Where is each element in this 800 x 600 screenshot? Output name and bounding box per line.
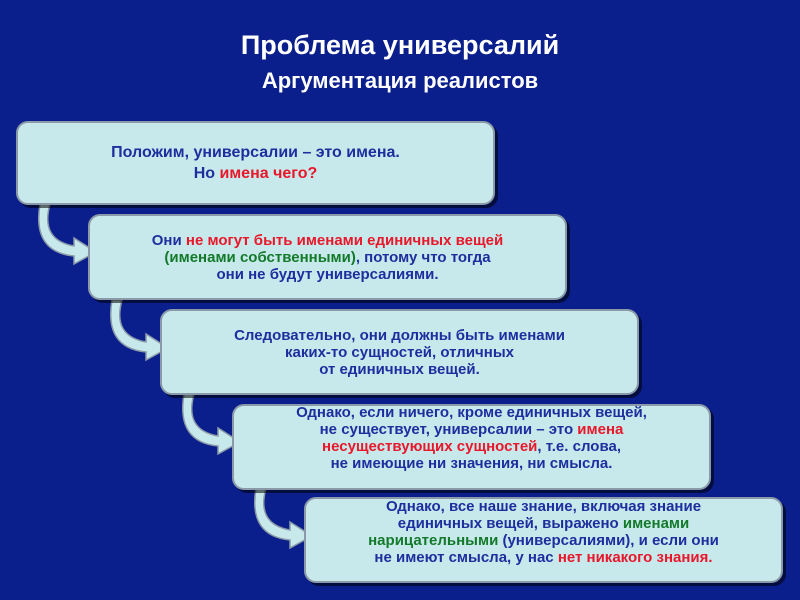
box3-line3: от единичных вещей. (319, 360, 480, 378)
argument-box-2 (88, 214, 567, 300)
box1-line2 (24, 163, 487, 184)
argument-box-1 (16, 121, 495, 205)
box4-text-a: Однако, если ничего, кроме единичных вещей, (296, 404, 647, 421)
box3-line2: каких-то сущностей, отличных (285, 343, 514, 361)
slide-subtitle: Аргументация реалистов (261, 68, 539, 93)
box5-highlight-red: нет никакого знания. (557, 549, 713, 566)
title-block (0, 28, 800, 96)
argument-box-5 (304, 497, 783, 583)
box5-text-b: единичных вещей, выражено (397, 515, 623, 532)
argument-box-4 (232, 404, 711, 490)
box1-line1: Положим, универсалии – это имена. (111, 144, 400, 161)
box2-text (96, 232, 559, 283)
box1-highlight: имена чего? (219, 165, 318, 182)
box5-highlight-green-2: нарицательными (368, 532, 499, 549)
box2-text-e: они не будут универсалиями. (216, 265, 439, 283)
slide-title: Проблема универсалий (240, 30, 560, 60)
box4-highlight-1: имена (577, 421, 624, 438)
box5-text-f: не имеют смысла, у нас (374, 549, 558, 566)
box5-highlight-green-1: именами (622, 515, 690, 532)
box4-highlight-2: несуществующих сущностей (322, 438, 538, 455)
argument-box-3 (160, 309, 639, 395)
box3-line1: Следовательно, они должны быть именами (234, 326, 565, 344)
box2-highlight-red: не могут быть именами единичных вещей (185, 231, 504, 249)
box4-text-e: , т.е. слова, (537, 438, 621, 455)
box4-text-f: не имеющие ни значения, ни смысла. (330, 455, 613, 472)
box2-highlight-green: (именами собственными) (164, 248, 356, 266)
box2-text-a: Они (151, 231, 186, 249)
box5-text-a: Однако, все наше знание, включая знание (385, 498, 702, 515)
box5-text (312, 498, 775, 566)
box2-text-d: , потому что тогда (355, 248, 491, 266)
box4-text-b: не существует, универсалии – это (319, 421, 578, 438)
box5-text-e: (универсалиями), и если они (498, 532, 719, 549)
box1-text: Но (193, 165, 220, 182)
box4-text (240, 404, 703, 472)
